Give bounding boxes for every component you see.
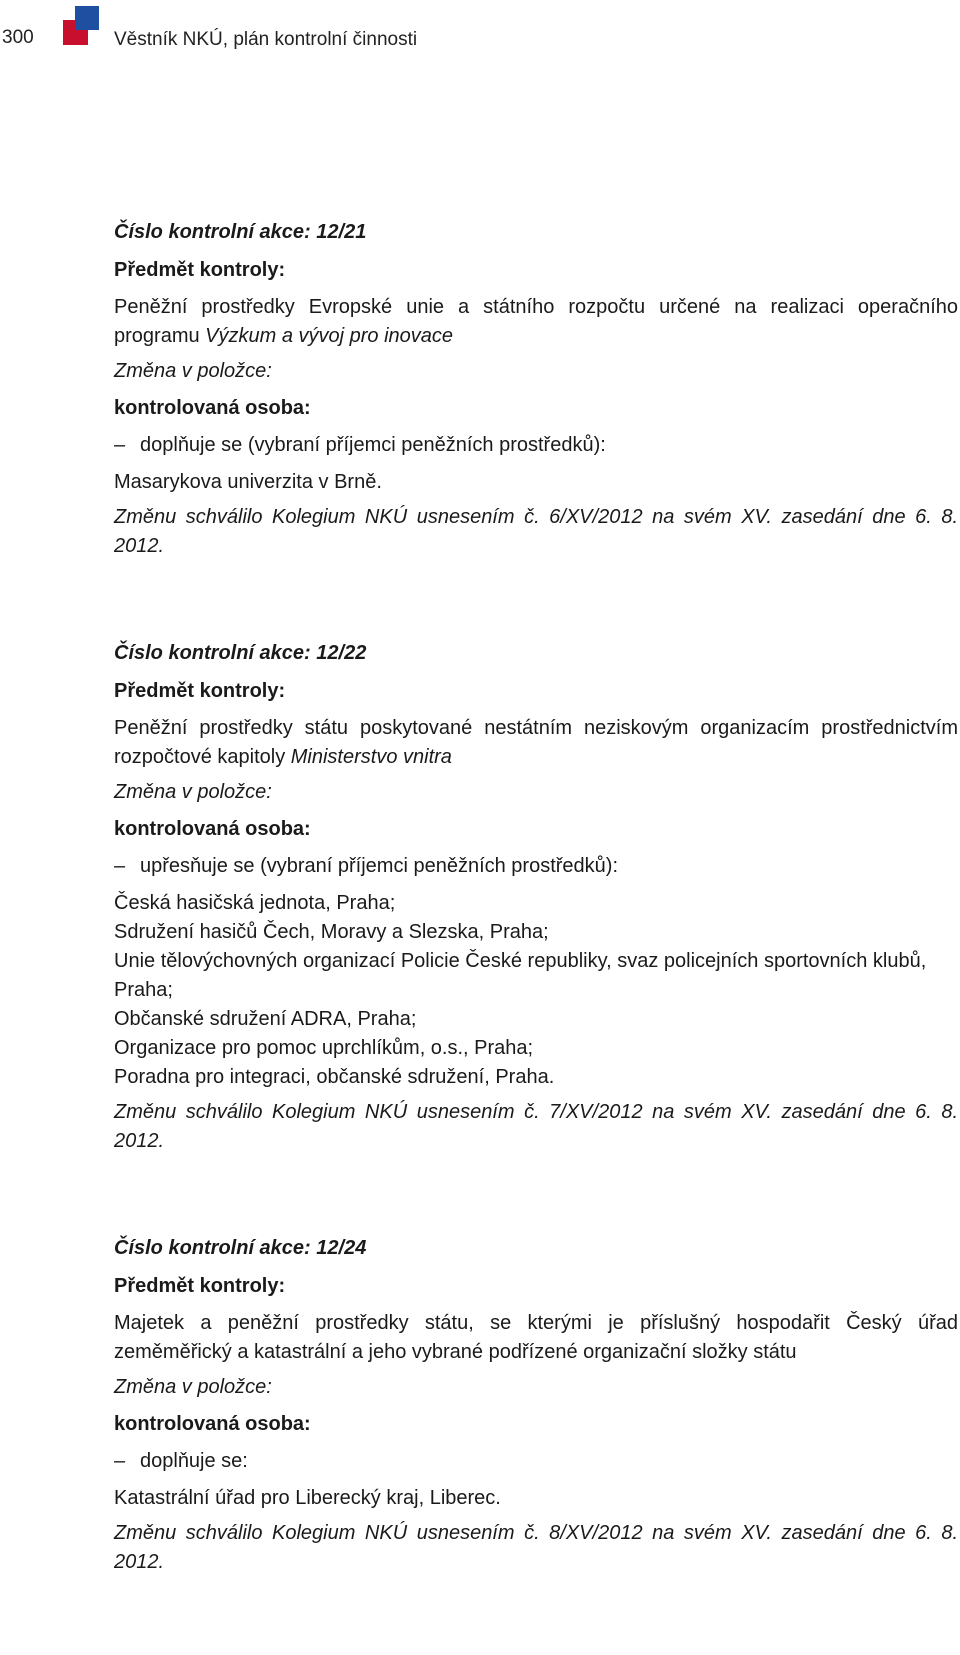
approval-note: Změnu schválilo Kolegium NKÚ usnesením č. 7/XV/2012 na svém XV. zasedání dne 6. 8. 2012. bbox=[114, 1101, 958, 1152]
dash-bullet: – bbox=[114, 855, 126, 877]
entity-item: Unie tělovýchovných organizací Policie České republiky, svaz policejních sportovních klubů, Praha; bbox=[114, 950, 927, 1001]
subject-heading: Předmět kontroly: bbox=[114, 680, 286, 702]
control-action-12-24 bbox=[114, 1234, 958, 1577]
page-number: 300 bbox=[2, 27, 34, 48]
subject-text-main: Peněžní prostředky státu poskytované nestátním neziskovým organizacím prostřednictvím rozpočtové kapitoly bbox=[114, 717, 958, 768]
subject-heading: Předmět kontroly: bbox=[114, 259, 286, 281]
subject-text-italic: Ministerstvo vnitra bbox=[290, 746, 452, 768]
change-action-text: doplňuje se (vybraní příjemci peněžních prostředků): bbox=[140, 434, 606, 456]
entity-item: Poradna pro integraci, občanské sdružení, Praha. bbox=[114, 1066, 555, 1088]
section-title: Číslo kontrolní akce: 12/22 bbox=[114, 642, 367, 664]
section-title: Číslo kontrolní akce: 12/24 bbox=[114, 1237, 367, 1259]
entity-item: Masarykova univerzita v Brně. bbox=[114, 471, 382, 493]
subject-heading: Předmět kontroly: bbox=[114, 1275, 286, 1297]
controlled-person-heading: kontrolovaná osoba: bbox=[114, 818, 311, 840]
change-action bbox=[114, 1447, 958, 1476]
entity-item: Sdružení hasičů Čech, Moravy a Slezska, Praha; bbox=[114, 921, 549, 943]
control-action-12-21 bbox=[114, 218, 958, 561]
subject-text-main: Peněžní prostředky Evropské unie a státního rozpočtu určené na realizaci operačního programu bbox=[114, 296, 958, 347]
change-action-text: upřesňuje se (vybraní příjemci peněžních prostředků): bbox=[140, 855, 619, 877]
entity-item: Organizace pro pomoc uprchlíkům, o.s., Praha; bbox=[114, 1037, 534, 1059]
nku-logo-icon bbox=[63, 6, 103, 46]
entity-item: Občanské sdružení ADRA, Praha; bbox=[114, 1008, 417, 1030]
subject-text bbox=[114, 714, 958, 772]
change-heading: Změna v položce: bbox=[114, 1376, 272, 1398]
document-body bbox=[114, 218, 958, 1655]
section-title: Číslo kontrolní akce: 12/21 bbox=[114, 221, 367, 243]
controlled-person-heading: kontrolovaná osoba: bbox=[114, 1413, 311, 1435]
change-action-text: doplňuje se: bbox=[140, 1450, 248, 1472]
subject-text-main: Majetek a peněžní prostředky státu, se kterými je příslušný hospodařit Český úřad zeměměřický a katastrální a jeho vybrané podřízené organizační složky státu bbox=[114, 1312, 958, 1363]
approval-note: Změnu schválilo Kolegium NKÚ usnesením č. 8/XV/2012 na svém XV. zasedání dne 6. 8. 2012. bbox=[114, 1522, 958, 1573]
change-heading: Změna v položce: bbox=[114, 781, 272, 803]
approval-note: Změnu schválilo Kolegium NKÚ usnesením č. 6/XV/2012 na svém XV. zasedání dne 6. 8. 2012. bbox=[114, 506, 958, 557]
entity-item: Katastrální úřad pro Liberecký kraj, Liberec. bbox=[114, 1487, 501, 1509]
entity-list bbox=[114, 468, 958, 497]
change-action bbox=[114, 852, 958, 881]
dash-bullet: – bbox=[114, 434, 126, 456]
entity-list bbox=[114, 889, 958, 1092]
logo-blue-square bbox=[75, 6, 99, 30]
change-action bbox=[114, 431, 958, 460]
subject-text bbox=[114, 293, 958, 351]
change-heading: Změna v položce: bbox=[114, 360, 272, 382]
entity-list bbox=[114, 1484, 958, 1513]
dash-bullet: – bbox=[114, 1450, 126, 1472]
control-action-12-22 bbox=[114, 639, 958, 1156]
controlled-person-heading: kontrolovaná osoba: bbox=[114, 397, 311, 419]
entity-item: Česká hasičská jednota, Praha; bbox=[114, 892, 396, 914]
subject-text-italic: Výzkum a vývoj pro inovace bbox=[205, 325, 454, 347]
publication-title: Věstník NKÚ, plán kontrolní činnosti bbox=[114, 29, 418, 50]
subject-text bbox=[114, 1309, 958, 1367]
page-header bbox=[0, 0, 960, 80]
